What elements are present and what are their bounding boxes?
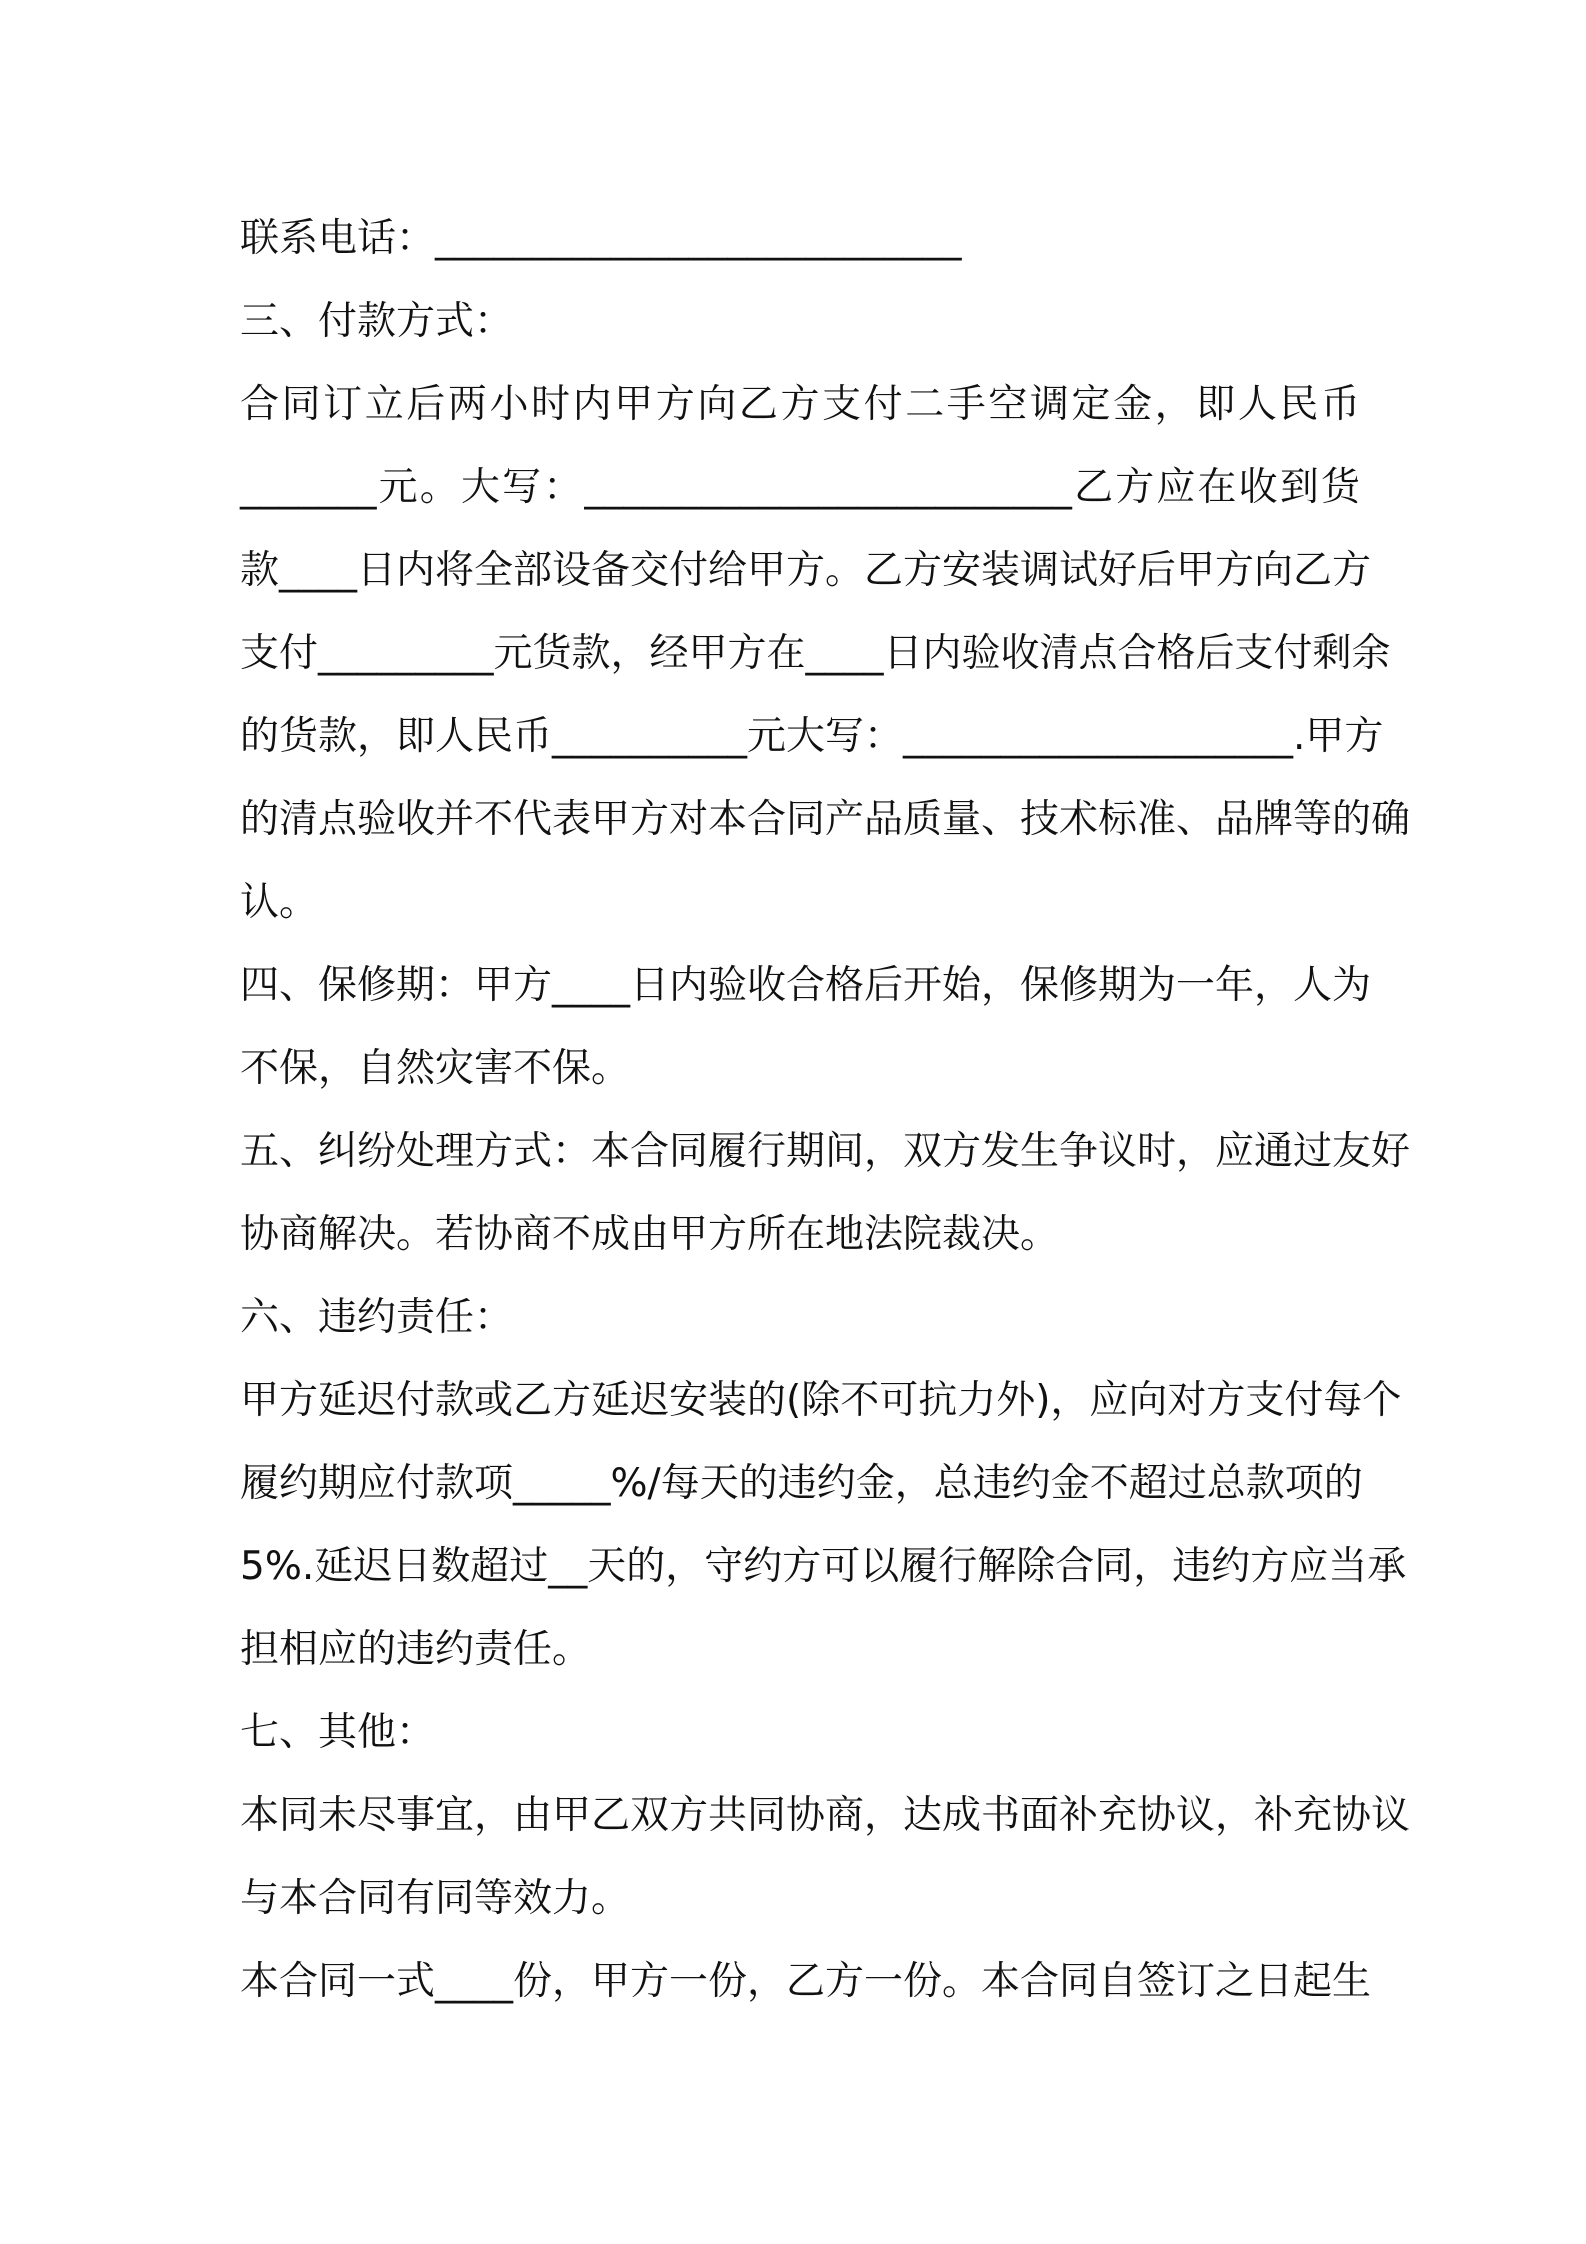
document-body: [240, 197, 1411, 2023]
payment-text-line: 款____日内将全部设备交付给甲方。乙方安装调试好后甲方向乙方: [240, 548, 1372, 593]
section-7-heading: 七、其他：: [240, 1710, 436, 1755]
dispute-text-line: 五、纠纷处理方式：本合同履行期间，双方发生争议时，应通过友好: [240, 1129, 1411, 1174]
liability-text-line: 甲方延迟付款或乙方延迟安装的(除不可抗力外)，应向对方支付每个: [240, 1378, 1402, 1423]
section-3-heading: 三、付款方式：: [240, 299, 514, 344]
dispute-text-line: 协商解决。若协商不成由甲方所在地法院裁决。: [240, 1212, 1060, 1257]
other-text-line: 本同未尽事宜，由甲乙双方共同协商，达成书面补充协议，补充协议: [240, 1793, 1411, 1838]
payment-text-line: 合同订立后两小时内甲方向乙方支付二手空调定金，即人民币: [240, 382, 1360, 427]
liability-text-line: 5%.延迟日数超过__天的，守约方可以履行解除合同，违约方应当承: [240, 1544, 1407, 1589]
liability-text-line: 担相应的违约责任。: [240, 1627, 592, 1672]
payment-text-line: 的清点验收并不代表甲方对本合同产品质量、技术标准、品牌等的确: [240, 797, 1411, 842]
section-6-heading: 六、违约责任：: [240, 1295, 514, 1340]
payment-text-line: 支付_________元货款，经甲方在____日内验收清点合格后支付剩余: [240, 631, 1391, 676]
other-text-line: 与本合同有同等效力。: [240, 1876, 631, 1921]
payment-text-line: _______元。大写：_________________________乙方应在收到货: [240, 465, 1360, 510]
liability-text-line: 履约期应付款项_____%/每天的违约金，总违约金不超过总款项的: [240, 1461, 1363, 1506]
payment-text-line: 的货款，即人民币__________元大写：____________________.甲方: [240, 714, 1384, 759]
contact-phone-line: 联系电话：___________________________: [240, 216, 962, 261]
payment-text-line: 认。: [240, 880, 319, 925]
contract-copies-line: 本合同一式____份，甲方一份，乙方一份。本合同自签订之日起生: [240, 1959, 1372, 2004]
warranty-text-line: 四、保修期：甲方____日内验收合格后开始，保修期为一年，人为: [240, 963, 1372, 1008]
warranty-text-line: 不保，自然灾害不保。: [240, 1046, 631, 1091]
